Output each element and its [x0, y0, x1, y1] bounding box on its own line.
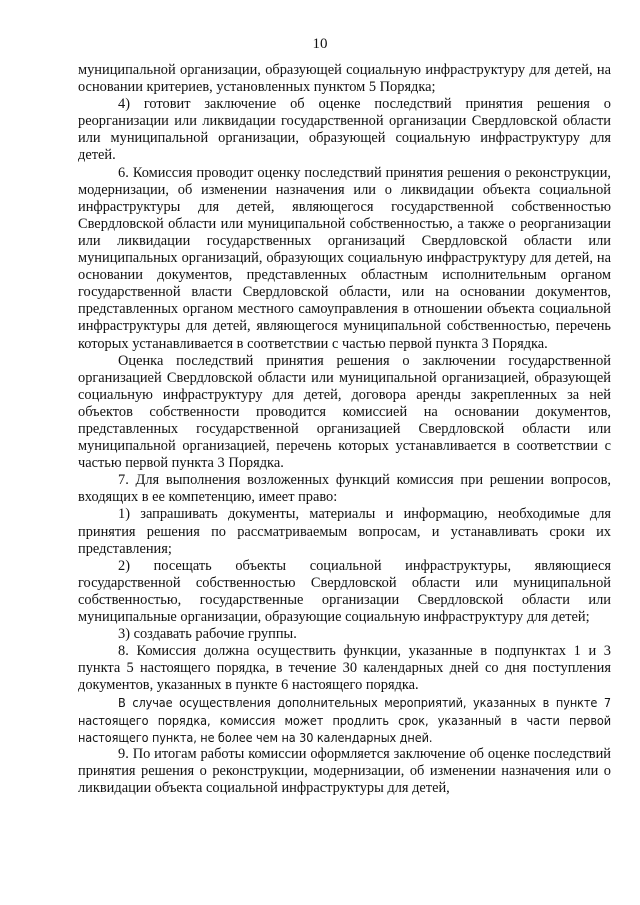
paragraph-clause-6-lease: Оценка последствий принятия решения о заключении государственной организацией Свердловской области или муниципальной организацией, образующей социальную инфраструктуру для детей, договора аренды закрепленных за ней объектов собственности проводится комиссией на основании документов, представленных государственной организацией Свердловской области или муниципальной организацией, перечень которых устанавливается в соответствии с частью первой пункта 3 Порядка. — [78, 352, 611, 472]
paragraph-right-1: 1) запрашивать документы, материалы и информацию, необходимые для принятия решения по рассматриваемым вопросам, и устанавливать сроки их представления; — [78, 506, 611, 557]
paragraph-right-3: 3) создавать рабочие группы. — [118, 626, 297, 643]
page-number: 10 — [312, 36, 328, 52]
paragraph-clause-8-extension: В случае осуществления дополнительных мероприятий, указанных в пункте 7 настоящего порядка, комиссия может продлить срок, указанный в части первой настоящего пункта, не более чем на 30 календарных дней. — [78, 695, 611, 745]
paragraph-clause-9: 9. По итогам работы комиссии оформляется заключение об оценке последствий принятия решения о реконструкции, модернизации, об изменении назначения или о ликвидации объекта социальной инфраструктуры для детей, — [78, 745, 611, 796]
paragraph-clause-8: 8. Комиссия должна осуществить функции, указанные в подпунктах 1 и 3 пункта 5 настоящего порядка, в течение 30 календарных дней со дня поступления документов, указанных в пункте 6 настоящего порядка. — [78, 643, 611, 694]
paragraph-right-2: 2) посещать объекты социальной инфраструктуры, являющиеся государственной собственностью Свердловской области или муниципальной собственностью, государственные организации Свердловской области или муниципальные организации, образующие социальную инфраструктуру для детей; — [78, 557, 611, 625]
paragraph-clause-6: 6. Комиссия проводит оценку последствий принятия решения о реконструкции, модернизации, об изменении назначения или о ликвидации объекта социальной инфраструктуры для детей, являющегося государственной собственностью Свердловской области или муниципальной собственностью, а также о реорганизации или ликвидации государственных организаций Свердловской области или муниципальных организаций, образующих социальную инфраструктуру для детей, на основании документов, представленных областным исполнительным органом государственной власти Свердловской области, или на основании документов, представленных органом местного самоуправления в отношении объекта социальной инфраструктуры для детей, являющегося муниципальной собственностью, перечень которых устанавливается в соответствии с частью первой пункта 3 Порядка. — [78, 164, 611, 352]
paragraph-clause-7: 7. Для выполнения возложенных функций комиссия при решении вопросов, входящих в ее компетенцию, имеет право: — [78, 472, 611, 506]
paragraph-subitem-4: 4) готовит заключение об оценке последствий принятия решения о реорганизации или ликвидации государственной организации Свердловской области или муниципальной организации, образующей социальную инфраструктуру для детей. — [78, 96, 611, 164]
document-body — [78, 62, 611, 797]
paragraph-continuation: муниципальной организации, образующей социальную инфраструктуру для детей, на основании критериев, установленных пунктом 5 Порядка; — [78, 62, 611, 96]
